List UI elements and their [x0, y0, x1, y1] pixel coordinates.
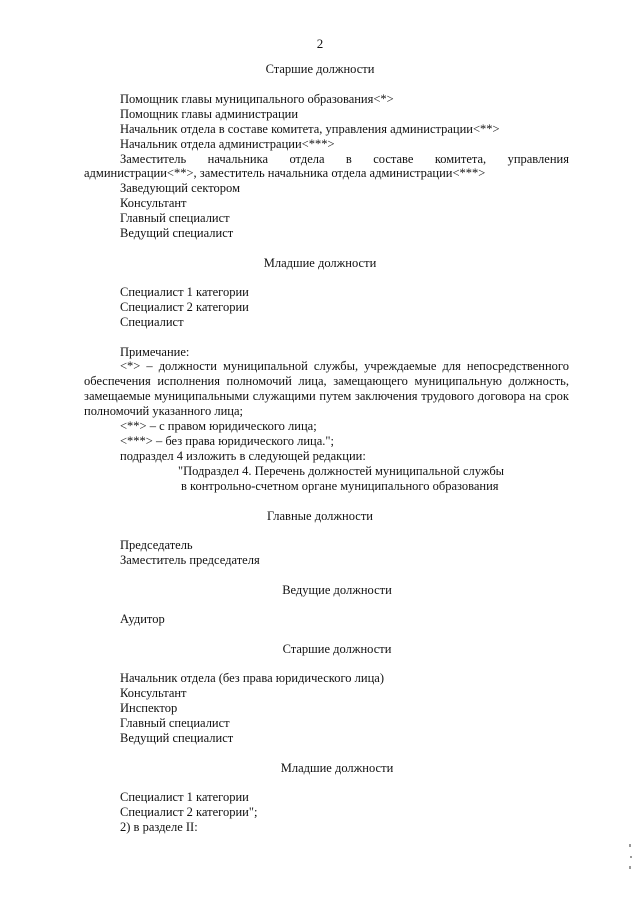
scan-speck: [630, 856, 632, 858]
justified-word: составе: [373, 152, 414, 166]
position-line: Специалист 2 категории";: [120, 805, 258, 819]
position-line: Помощник главы муниципального образования<*>: [120, 92, 394, 106]
position-line: Специалист 2 категории: [120, 300, 249, 314]
position-line: Начальник отдела администрации<***>: [120, 137, 335, 151]
scan-speck: [629, 866, 631, 869]
position-line: Начальник отдела (без права юридического лица): [120, 671, 384, 685]
amendment-instruction: подраздел 4 изложить в следующей редакции:: [120, 449, 366, 463]
note-star-two: <**> – с правом юридического лица;: [120, 419, 317, 433]
position-line: Ведущий специалист: [120, 731, 234, 745]
position-line: Заведующий сектором: [120, 181, 240, 195]
note-label: Примечание:: [120, 345, 190, 359]
heading-senior-positions: Старшие должности: [265, 62, 375, 76]
note-star-three: <***> – без права юридического лица.";: [120, 434, 334, 448]
deputy-position-continuation: администрации<**>, заместитель начальника отдела администрации<***>: [84, 166, 486, 180]
subsection-title-line-2: в контрольно-счетном органе муниципального образования: [181, 479, 499, 493]
position-line: Аудитор: [120, 612, 165, 626]
position-line: Главный специалист: [120, 211, 230, 225]
heading-junior-positions: Младшие должности: [280, 761, 394, 775]
position-line: Помощник главы администрации: [120, 107, 299, 121]
position-line: Заместитель председателя: [120, 553, 260, 567]
justified-word: отдела: [289, 152, 325, 166]
page-number: 2: [316, 36, 324, 51]
position-line: Главный специалист: [120, 716, 230, 730]
position-line: Специалист 1 категории: [120, 790, 249, 804]
heading-junior-positions: Младшие должности: [263, 256, 377, 270]
justified-word: управления: [507, 152, 569, 166]
position-line: Специалист 1 категории: [120, 285, 249, 299]
justified-word: Заместитель: [120, 152, 187, 166]
position-line: Инспектор: [120, 701, 178, 715]
justified-word: в: [345, 152, 352, 166]
position-line: Начальник отдела в составе комитета, управления администрации<**>: [120, 122, 500, 136]
position-line: Консультант: [120, 686, 187, 700]
heading-chief-positions: Главные должности: [266, 509, 373, 523]
heading-leading-positions: Ведущие должности: [282, 583, 392, 597]
position-line: Председатель: [120, 538, 193, 552]
section-two-amendment: 2) в разделе II:: [120, 820, 198, 834]
position-line: Ведущий специалист: [120, 226, 234, 240]
note-star-one: <*> – должности муниципальной службы, учреждаемые для непосредственного обеспечения исполнения полномочий лица, замещающего муниципальную должность, замещаемые муниципальными служащими путем заключения трудового договора на срок полномочий указанного лица;: [84, 359, 569, 418]
justified-word: комитета,: [434, 152, 487, 166]
justified-word: начальника: [207, 152, 269, 166]
scan-speck: [629, 844, 631, 847]
subsection-title-line-1: "Подраздел 4. Перечень должностей муниципальной службы: [178, 464, 505, 478]
heading-senior-positions: Старшие должности: [282, 642, 392, 656]
deputy-position-justified-row: [120, 152, 569, 167]
position-line: Консультант: [120, 196, 187, 210]
position-line: Специалист: [120, 315, 184, 329]
